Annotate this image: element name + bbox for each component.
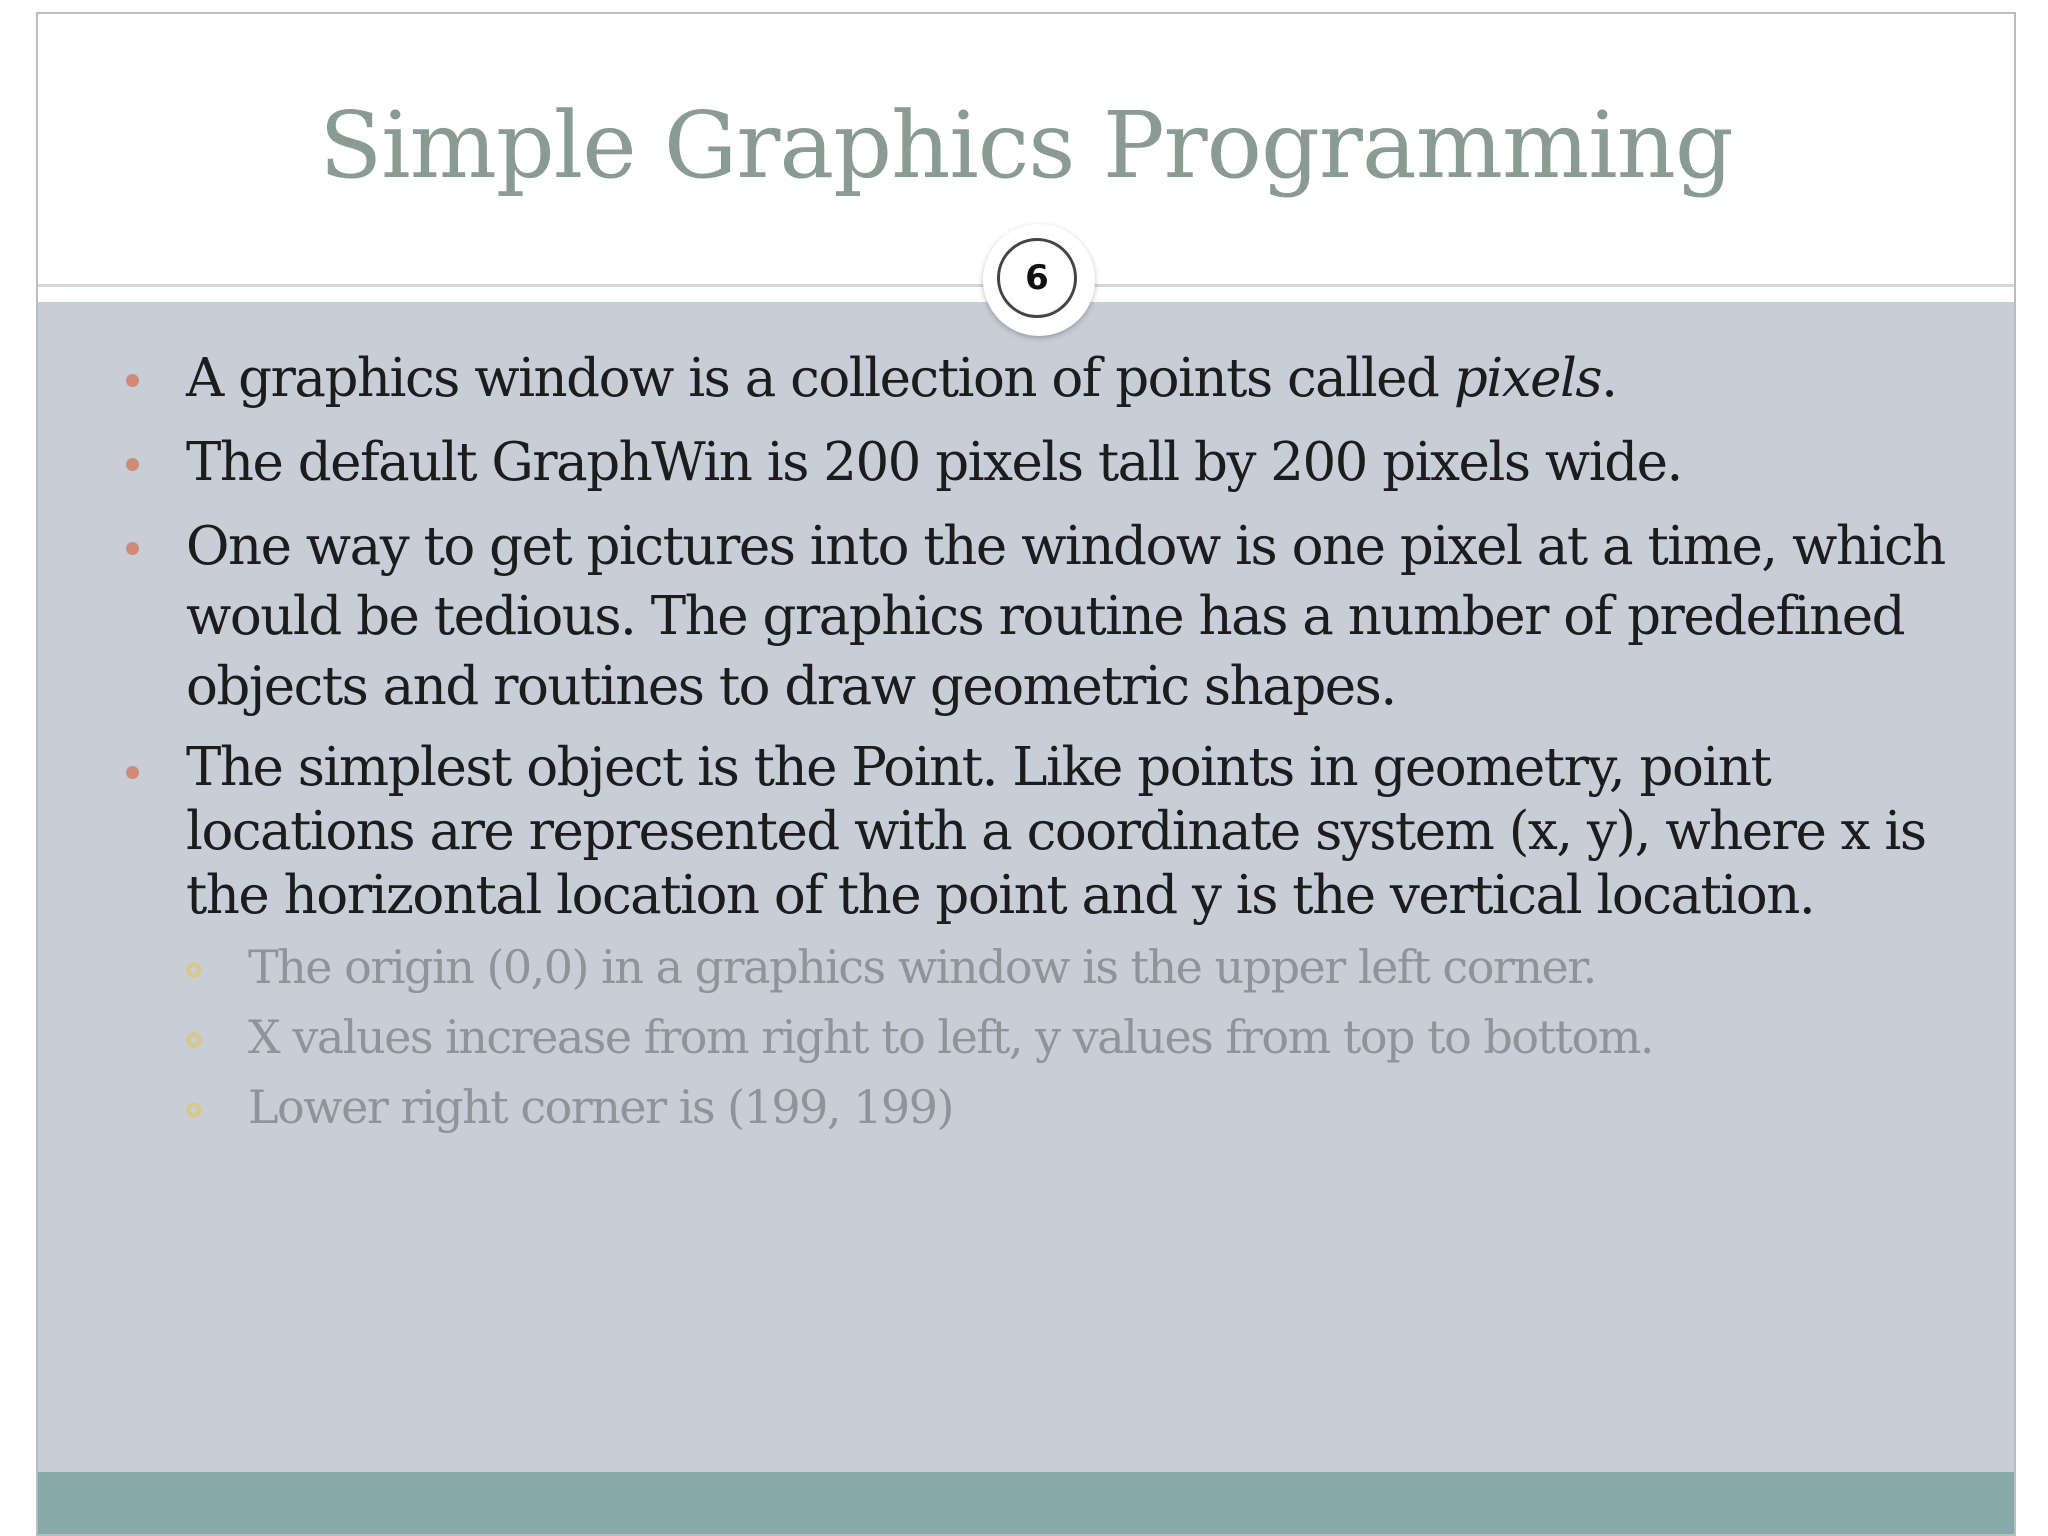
hollow-circle-icon xyxy=(186,1102,202,1118)
sub-bullet-item xyxy=(186,1002,1998,1072)
bullet-text: The simplest object is the Point. Like points in geometry, point locations are represented with a coordinate system (x, y), where x is the horizontal location of the point and y is the vertical location. xyxy=(186,737,1926,926)
bullet-item xyxy=(118,428,1998,498)
bullet-dot-icon xyxy=(126,542,139,555)
footer-band xyxy=(38,1472,2014,1534)
slide-number: 6 xyxy=(997,238,1077,318)
sub-bullet-text: X values increase from right to left, y values from top to bottom. xyxy=(248,1010,1653,1064)
sub-bullet-item xyxy=(186,1072,1998,1142)
bullet-list xyxy=(118,344,1998,1156)
bullet-item xyxy=(118,344,1998,414)
sub-bullet-list xyxy=(186,932,1998,1142)
bullet-text-emphasis: pixels xyxy=(1453,348,1602,409)
bullet-text-post: . xyxy=(1601,348,1617,409)
sub-bullet-text: Lower right corner is (199, 199) xyxy=(248,1080,953,1134)
slide-title: Simple Graphics Programming xyxy=(319,92,1733,199)
sub-bullet-item xyxy=(186,932,1998,1002)
hollow-circle-icon xyxy=(186,1032,202,1048)
bullet-item xyxy=(118,512,1998,722)
hollow-circle-icon xyxy=(186,962,202,978)
bullet-dot-icon xyxy=(126,374,139,387)
bullet-text: One way to get pictures into the window is one pixel at a time, which would be tedious. The graphics routine has a number of predefined objects and routines to draw geometric shapes. xyxy=(186,516,1945,717)
slide-number-badge xyxy=(983,224,1095,336)
bullet-dot-icon xyxy=(126,458,139,471)
bullet-text-pre: A graphics window is a collection of points called xyxy=(186,348,1454,409)
bullet-text: The default GraphWin is 200 pixels tall by 200 pixels wide. xyxy=(186,432,1682,493)
sub-bullet-text: The origin (0,0) in a graphics window is the upper left corner. xyxy=(248,940,1596,994)
bullet-item xyxy=(118,736,1998,1142)
slide xyxy=(36,12,2016,1536)
bullet-dot-icon xyxy=(126,766,139,779)
